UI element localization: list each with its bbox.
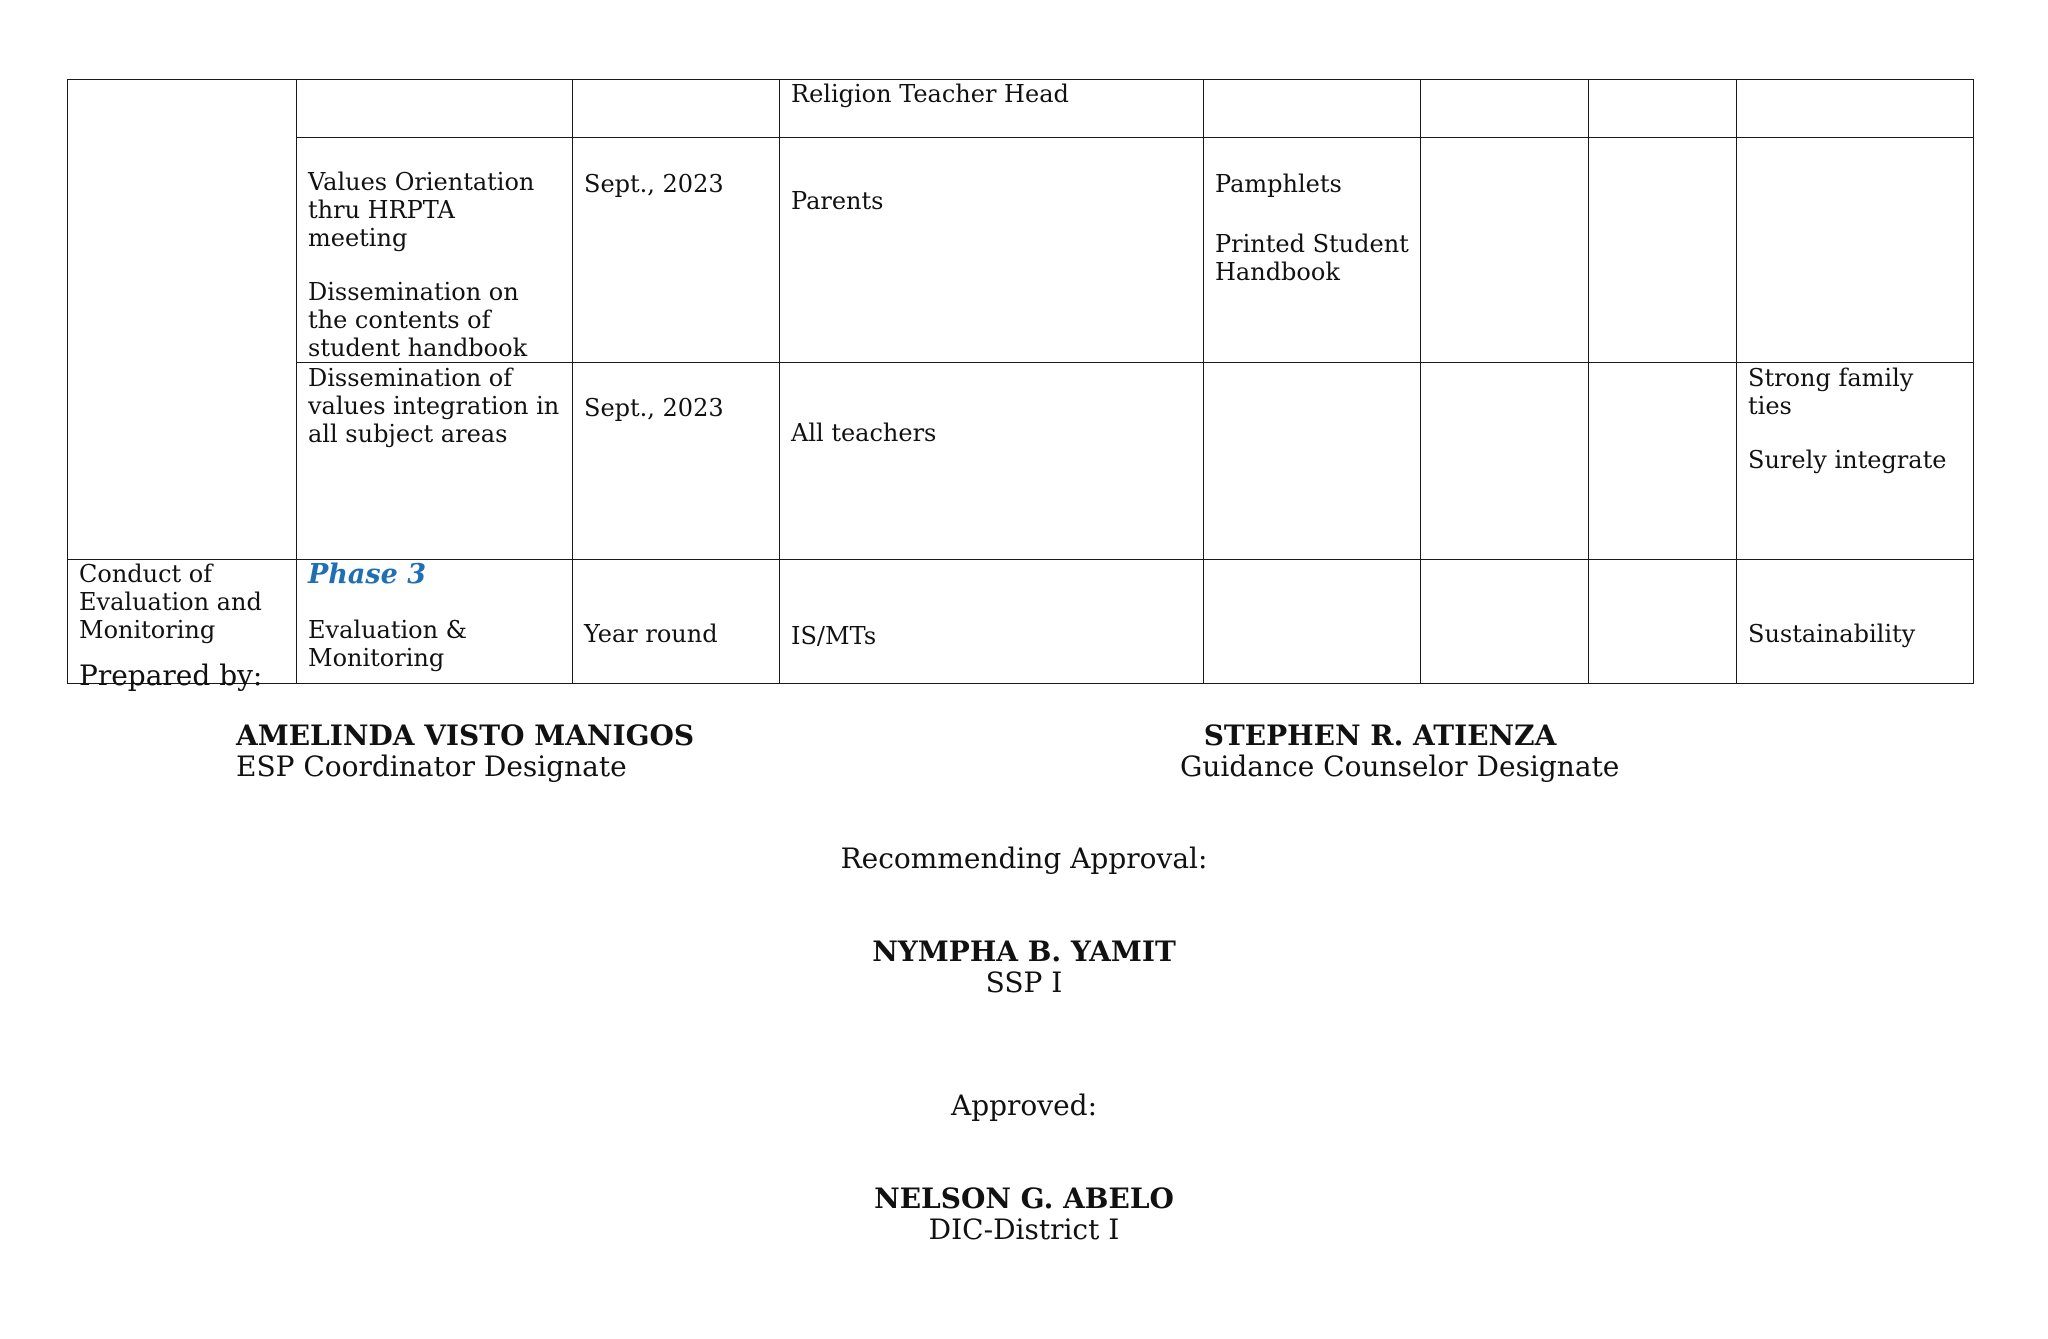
empty-cell [1421, 560, 1589, 684]
persons-text: Religion Teacher Head [791, 80, 1069, 108]
activity-cell [297, 363, 573, 560]
area-cell-empty [68, 80, 297, 560]
time-frame-text: Sept., 2023 [584, 170, 724, 198]
persons-cell [780, 560, 1204, 684]
time-frame-cell [573, 560, 780, 684]
activity-text: Values Orientation thru HRPTA meeting [308, 168, 535, 252]
signatory-role: DIC-District I [928, 1213, 1120, 1246]
resources-cell [1204, 80, 1421, 138]
time-frame-cell [573, 138, 780, 363]
signatory-role: SSP I [985, 966, 1063, 999]
signature-block-approver [824, 1183, 1224, 1245]
table-row [68, 363, 1974, 560]
activity-cell [297, 138, 573, 363]
signature-block-preparer-1 [236, 719, 695, 783]
signatory-name: STEPHEN R. ATIENZA [1203, 719, 1557, 752]
approved-label: Approved: [950, 1089, 1098, 1122]
persons-cell [780, 138, 1204, 363]
persons-text: Parents [791, 187, 884, 215]
outcome-cell [1737, 363, 1974, 560]
area-text: Conduct of Evaluation and Monitoring [79, 560, 262, 644]
table-row [68, 138, 1974, 363]
signatory-role: ESP Coordinator Designate [236, 750, 627, 783]
outcome-cell [1737, 138, 1974, 363]
outcome-text: Surely integrate [1748, 446, 1947, 474]
table-row [68, 80, 1974, 138]
resources-text: Pamphlets [1215, 170, 1342, 198]
table-row [68, 560, 1974, 684]
prepared-by-label: Prepared by: [79, 659, 263, 692]
outcome-cell [1737, 560, 1974, 684]
persons-text: All teachers [791, 419, 937, 447]
empty-cell [1589, 138, 1737, 363]
signatory-role: Guidance Counselor Designate [1180, 750, 1620, 783]
recommending-approval-label: Recommending Approval: [840, 842, 1208, 875]
resources-cell [1204, 138, 1421, 363]
outcome-cell [1737, 80, 1974, 138]
resources-cell [1204, 560, 1421, 684]
outcome-text: Sustainability [1748, 620, 1916, 648]
time-frame-cell [573, 80, 780, 138]
activity-text: Evaluation & Monitoring [308, 616, 468, 672]
time-frame-cell [573, 363, 780, 560]
phase-label: Phase 3 [308, 559, 426, 590]
persons-text: IS/MTs [791, 622, 877, 650]
signature-block-recommender [824, 936, 1224, 998]
signature-block-preparer-2 [1180, 719, 1620, 783]
signatory-name: AMELINDA VISTO MANIGOS [236, 719, 695, 752]
activity-cell [297, 80, 573, 138]
resources-cell [1204, 363, 1421, 560]
empty-cell [1421, 363, 1589, 560]
persons-cell [780, 363, 1204, 560]
persons-cell [780, 80, 1204, 138]
time-frame-text: Year round [584, 620, 718, 648]
signatory-name: NYMPHA B. YAMIT [872, 935, 1176, 968]
activity-text: Dissemination of values integration in all subject areas [308, 364, 560, 448]
resources-text: Printed Student Handbook [1215, 230, 1409, 286]
time-frame-text: Sept., 2023 [584, 394, 724, 422]
empty-cell [1589, 560, 1737, 684]
action-plan-table [67, 79, 1974, 684]
empty-cell [1589, 80, 1737, 138]
activity-text: Dissemination on the contents of student handbook [308, 278, 528, 362]
signatory-name: NELSON G. ABELO [874, 1182, 1174, 1215]
empty-cell [1589, 363, 1737, 560]
activity-cell [297, 560, 573, 684]
outcome-text: Strong family ties [1748, 364, 1914, 420]
empty-cell [1421, 138, 1589, 363]
empty-cell [1421, 80, 1589, 138]
